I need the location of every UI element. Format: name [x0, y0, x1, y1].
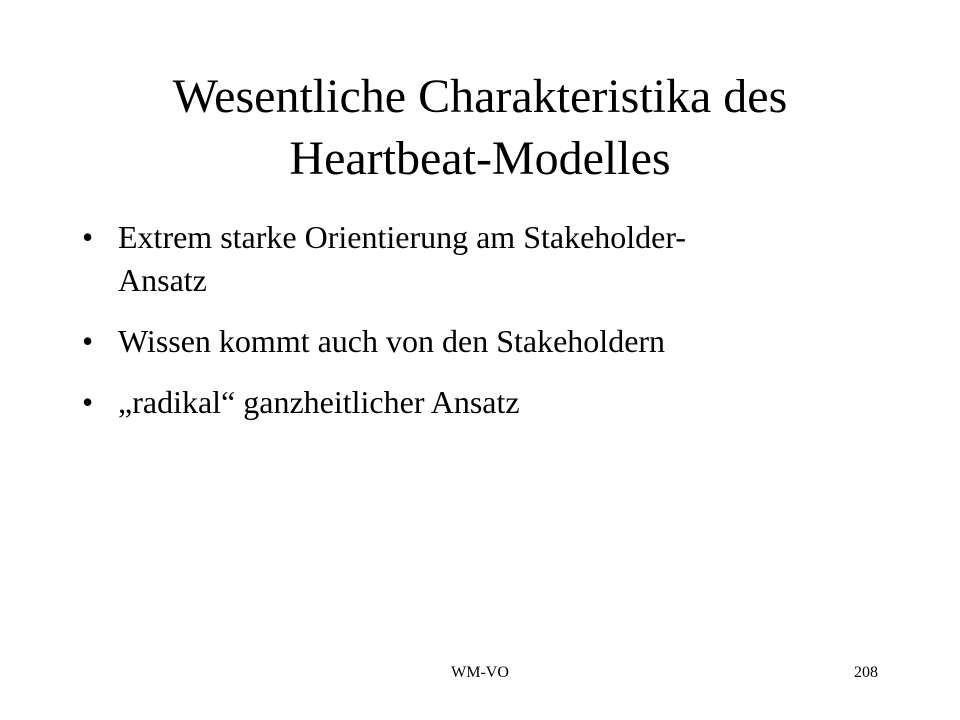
bullet-text: „radikal“ ganzheitlicher Ansatz: [118, 384, 520, 420]
bullet-item: [78, 381, 898, 424]
bullet-item: [78, 320, 898, 363]
bullet-marker: •: [82, 323, 94, 359]
bullet-list: [78, 216, 898, 442]
footer-label: WM-VO: [451, 664, 509, 681]
page-number: 208: [854, 664, 878, 681]
slide-title: Wesentliche Charakteristika des Heartbeat-Modelles: [172, 70, 788, 185]
bullet-text: Extrem starke Orientierung am Stakeholder- Ansatz: [118, 219, 687, 298]
bullet-text: Wissen kommt auch von den Stakeholdern: [118, 323, 666, 359]
bullet-marker: •: [82, 219, 94, 255]
bullet-item: [78, 216, 898, 302]
bullet-marker: •: [82, 384, 94, 420]
